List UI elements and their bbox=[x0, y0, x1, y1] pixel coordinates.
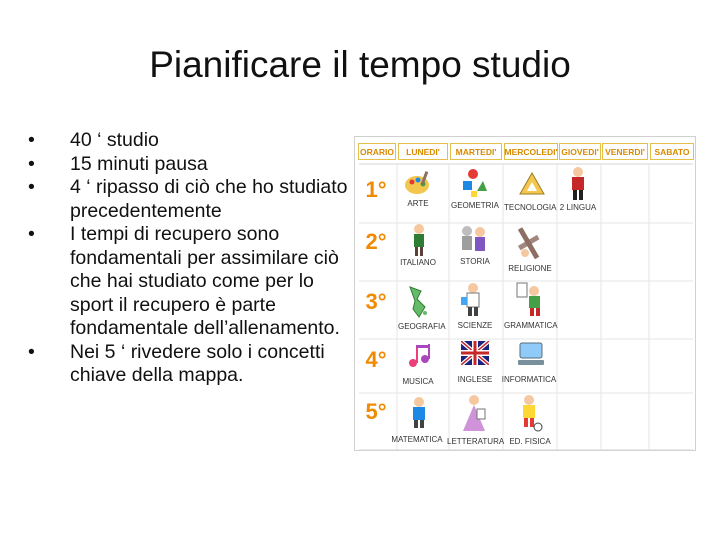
period-5: 5° bbox=[365, 399, 387, 424]
subject-label: ARTE bbox=[407, 199, 429, 208]
bullet-text: I tempi di recupero sono fondamentali per assimilare ciò che hai studiato come per lo sport il recupero è parte fondamentale dell’allenamento. bbox=[70, 223, 340, 339]
subject-label: INFORMATICA bbox=[501, 375, 557, 384]
set-square-icon bbox=[517, 169, 547, 197]
subject-label: SCIENZE bbox=[457, 321, 493, 330]
slide-title: Pianificare il tempo studio bbox=[149, 44, 571, 85]
science-figure-icon bbox=[459, 281, 487, 317]
bullet-item bbox=[28, 341, 350, 388]
subject-label: LETTERATURA bbox=[447, 437, 505, 446]
subject-label: STORIA bbox=[460, 257, 490, 266]
geometry-shapes-icon bbox=[459, 167, 487, 199]
english-person-icon bbox=[567, 165, 589, 201]
period-1: 1° bbox=[365, 177, 387, 202]
bullet-item bbox=[28, 129, 350, 153]
bullet-text: 15 minuti pausa bbox=[70, 152, 208, 175]
subject-label: GEOMETRIA bbox=[450, 201, 499, 210]
computer-icon bbox=[517, 341, 545, 367]
bullet-list bbox=[28, 129, 350, 388]
music-notes-icon bbox=[405, 341, 433, 373]
subject-label: 2 LINGUA bbox=[559, 203, 597, 212]
subject-label: MATEMATICA bbox=[391, 435, 443, 444]
header-mercoledi: MERCOLEDI' bbox=[504, 143, 558, 160]
period-2: 2° bbox=[365, 229, 387, 254]
period-4: 4° bbox=[365, 347, 387, 372]
header-giovedi: GIOVEDI' bbox=[559, 143, 601, 160]
bullet-text: 4 ‘ ripasso di ciò che ho studiato precedentemente bbox=[70, 176, 348, 222]
bullet-icon: • bbox=[28, 129, 35, 151]
bullet-item bbox=[28, 223, 350, 341]
bullet-icon: • bbox=[28, 223, 35, 245]
subject-label: GRAMMATICA bbox=[504, 321, 558, 330]
header-lunedi: LUNEDI' bbox=[398, 143, 448, 160]
bullet-icon: • bbox=[28, 340, 35, 363]
subject-label: RELIGIONE bbox=[508, 264, 552, 273]
literature-figure-icon bbox=[459, 393, 489, 433]
subject-label: ITALIANO bbox=[400, 258, 436, 267]
bullet-item bbox=[28, 153, 350, 177]
timetable-image bbox=[354, 136, 696, 451]
bullet-icon: • bbox=[28, 176, 35, 198]
header-orario: ORARIO bbox=[358, 143, 396, 160]
palette-icon bbox=[403, 169, 431, 197]
subject-label: TECNOLOGIA bbox=[504, 203, 557, 212]
header-sabato: SABATO bbox=[650, 143, 694, 160]
period-3: 3° bbox=[365, 289, 387, 314]
subject-label: ED. FISICA bbox=[509, 437, 551, 446]
header-martedi: MARTEDI' bbox=[450, 143, 502, 160]
sport-figure-icon bbox=[515, 393, 543, 433]
bullet-text: Nei 5 ‘ rivedere solo i concetti chiave della mappa. bbox=[70, 340, 325, 386]
writer-figure-icon bbox=[409, 223, 429, 257]
subject-label: INGLESE bbox=[457, 375, 493, 384]
geography-map-icon bbox=[405, 283, 431, 319]
bullet-text: 40 ‘ studio bbox=[70, 129, 159, 151]
uk-flag-icon bbox=[461, 341, 489, 365]
grammar-figure-icon bbox=[513, 281, 545, 317]
bullet-item bbox=[28, 176, 350, 223]
math-figure-icon bbox=[407, 395, 431, 429]
religion-cross-icon bbox=[513, 223, 543, 263]
header-venerdi: VENERDI' bbox=[602, 143, 648, 160]
history-figures-icon bbox=[459, 223, 489, 255]
bullet-icon: • bbox=[28, 152, 35, 175]
subject-label: GEOGRAFIA bbox=[398, 322, 446, 331]
subject-label: MUSICA bbox=[402, 377, 434, 386]
